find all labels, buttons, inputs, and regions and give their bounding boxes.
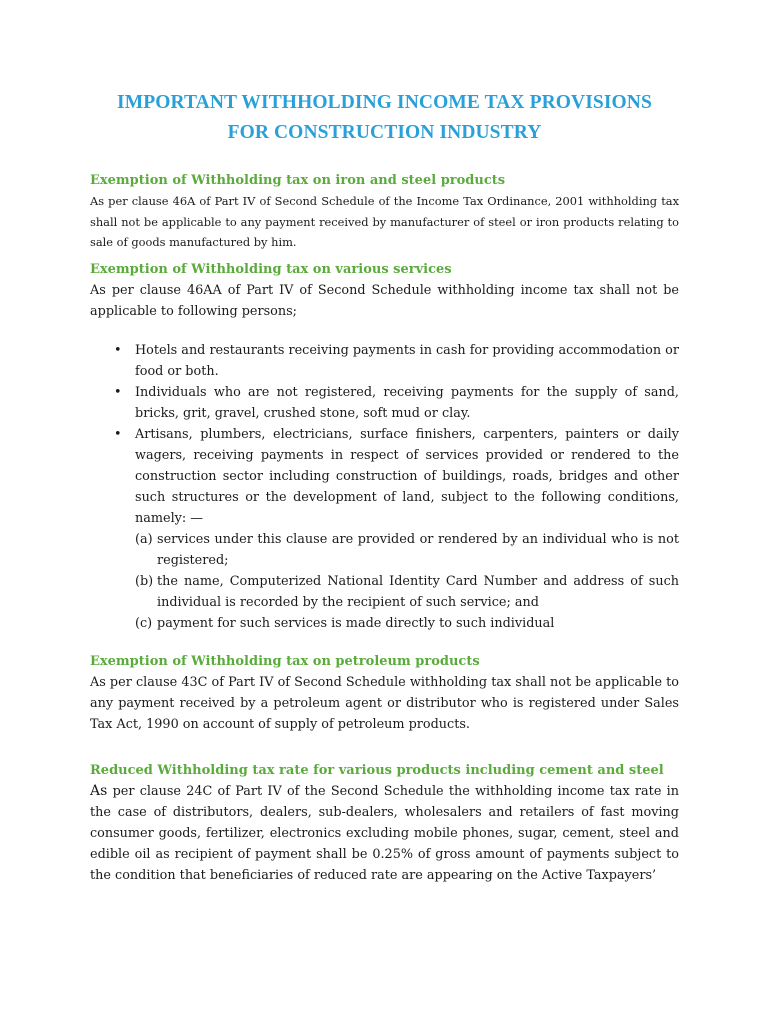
section-body: As per clause 46AA of Part IV of Second Schedule withholding income tax shall not be applicable to following persons;	[90, 282, 679, 319]
list-item	[90, 382, 679, 424]
condition-item	[135, 529, 679, 571]
section-reduced-rate	[90, 761, 679, 886]
section-heading: Exemption of Withholding tax on petroleum products	[90, 653, 480, 669]
section-heading: Exemption of Withholding tax on various services	[90, 261, 452, 277]
list-item-text: Artisans, plumbers, electricians, surface finishers, carpenters, painters or daily wagers, receiving payments in respect of services provided or rendered to the construction sector including construction of buildings, roads, bridges and other such structures or the development of land, subject to the following conditions, namely: —	[135, 426, 679, 526]
document-title-line-2: FOR CONSTRUCTION INDUSTRY	[227, 122, 542, 143]
section-iron-steel	[90, 171, 679, 253]
section-various-services	[90, 260, 679, 634]
bullet-icon: •	[114, 384, 122, 400]
section-body: As per clause 46A of Part IV of Second Schedule of the Income Tax Ordinance, 2001 withholding tax shall not be applicable to any payment received by manufacturer of steel or iron products relating to sale of goods manufactured by him.	[90, 194, 679, 249]
list-item-text: Hotels and restaurants receiving payments in cash for providing accommodation or food or both.	[135, 342, 679, 379]
exempt-persons-list	[90, 340, 679, 634]
condition-marker: (b)	[135, 573, 154, 589]
section-body: As per clause 43C of Part IV of Second Schedule withholding tax shall not be applicable to any payment received by a petroleum agent or distributor who is registered under Sales Tax Act, 1990 on account of supply of petroleum products.	[90, 674, 679, 732]
conditions-list	[135, 529, 679, 634]
condition-text: payment for such services is made directly to such individual	[157, 615, 555, 631]
section-body-text: per clause 24C of Part IV of the Second Schedule the withholding income tax rate in the case of distributors, dealers, sub-dealers, wholesalers and retailers of fast moving consumer goods, fertilizer, electronics excluding mobile phones, sugar, cement, steel and edible oil as recipient of payment shall be 0.25% of gross amount of payments subject to the condition that beneficiaries of reduced rate are appearing on the Active Taxpayers’	[90, 783, 679, 883]
section-body-first-word: As	[90, 782, 108, 799]
list-item	[90, 340, 679, 382]
bullet-icon: •	[114, 426, 122, 442]
document-title	[90, 88, 679, 148]
condition-text: services under this clause are provided or rendered by an individual who is not registered;	[157, 531, 679, 568]
section-petroleum	[90, 652, 679, 735]
section-heading: Exemption of Withholding tax on iron and steel products	[90, 173, 506, 188]
section-body	[90, 781, 679, 886]
condition-text: the name, Computerized National Identity Card Number and address of such individual is recorded by the recipient of such service; and	[157, 573, 679, 610]
list-item	[90, 424, 679, 634]
condition-marker: (a)	[135, 531, 153, 547]
bullet-icon: •	[114, 342, 122, 358]
document-title-line-1: IMPORTANT WITHHOLDING INCOME TAX PROVISIONS	[117, 92, 652, 113]
section-heading: Reduced Withholding tax rate for various products including cement and steel	[90, 762, 664, 778]
condition-item	[135, 571, 679, 613]
condition-item	[135, 613, 679, 634]
list-item-text: Individuals who are not registered, receiving payments for the supply of sand, bricks, grit, gravel, crushed stone, soft mud or clay.	[135, 384, 679, 421]
condition-marker: (c)	[135, 615, 153, 631]
